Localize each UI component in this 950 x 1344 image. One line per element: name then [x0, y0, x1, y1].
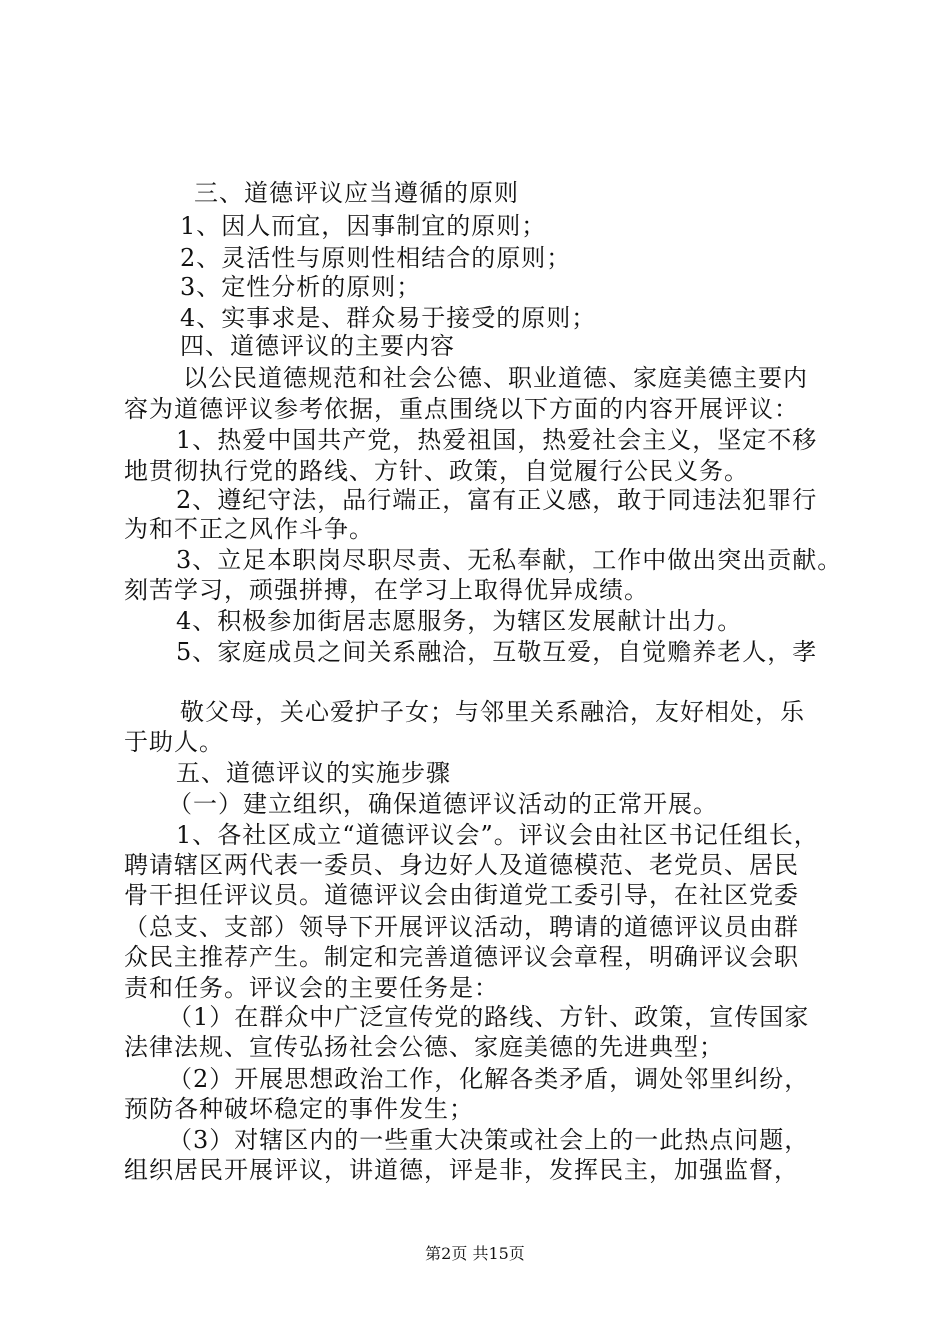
text-line: 3、立足本职岗尽职尽责、无私奉献，工作中做出突出贡献。 — [176, 546, 843, 574]
text-line: 4、实事求是、群众易于接受的原则； — [180, 304, 597, 332]
text-line: 法律法规、宣传弘扬社会公德、家庭美德的先进典型； — [124, 1033, 724, 1061]
text-line: 5、家庭成员之间关系融洽，互敬互爱，自觉赡养老人，孝 — [176, 638, 818, 666]
text-line: 骨干担任评议员。道德评议会由街道党工委引导，在社区党委 — [124, 881, 799, 909]
section-heading: 三、道德评议应当遵循的原则 — [194, 179, 519, 207]
text-line: 1、因人而宜，因事制宜的原则； — [180, 212, 547, 240]
text-line: 4、积极参加街居志愿服务，为辖区发展献计出力。 — [176, 607, 743, 635]
text-line: 为和不正之风作斗争。 — [124, 515, 374, 543]
text-line: 聘请辖区两代表一委员、身边好人及道德模范、老党员、居民 — [124, 851, 799, 879]
text-line: 容为道德评议参考依据，重点围绕以下方面的内容开展评议： — [124, 395, 799, 423]
text-line: 敬父母，关心爱护子女；与邻里关系融洽，友好相处，乐 — [180, 698, 805, 726]
text-line: 众民主推荐产生。制定和完善道德评议会章程，明确评议会职 — [124, 943, 799, 971]
text-line: 1、各社区成立“道德评议会”。评议会由社区书记任组长， — [176, 821, 819, 849]
text-line: 3、定性分析的原则； — [180, 273, 422, 301]
page-footer: 第2页 共15页 — [425, 1244, 525, 1263]
text-line: 责和任务。评议会的主要任务是： — [124, 974, 499, 1002]
text-line: 2、灵活性与原则性相结合的原则； — [180, 244, 572, 272]
text-line: 刻苦学习，顽强拼搏，在学习上取得优异成绩。 — [124, 576, 649, 604]
text-line: 1、热爱中国共产党，热爱祖国，热爱社会主义，坚定不移 — [176, 426, 818, 454]
text-line: （一）建立组织，确保道德评议活动的正常开展。 — [168, 790, 718, 818]
text-line: （3）对辖区内的一些重大决策或社会上的一此热点问题， — [168, 1126, 810, 1154]
text-line: 地贯彻执行党的路线、方针、政策，自觉履行公民义务。 — [124, 457, 749, 485]
text-line: 预防各种破坏稳定的事件发生； — [124, 1095, 474, 1123]
text-line: 组织居民开展评议，讲道德，评是非，发挥民主，加强监督， — [124, 1156, 799, 1184]
text-line: 2、遵纪守法，品行端正，富有正义感，敢于同违法犯罪行 — [176, 486, 818, 514]
section-heading: 五、道德评议的实施步骤 — [176, 759, 451, 787]
text-line: （总支、支部）领导下开展评议活动，聘请的道德评议员由群 — [124, 913, 799, 941]
text-line: 以公民道德规范和社会公德、职业道德、家庭美德主要内 — [183, 364, 808, 392]
section-heading: 四、道德评议的主要内容 — [180, 332, 455, 360]
text-line: （2）开展思想政治工作，化解各类矛盾，调处邻里纠纷， — [168, 1065, 810, 1093]
text-line: 于助人。 — [124, 728, 224, 756]
text-line: （1）在群众中广泛宣传党的路线、方针、政策，宣传国家 — [168, 1003, 810, 1031]
